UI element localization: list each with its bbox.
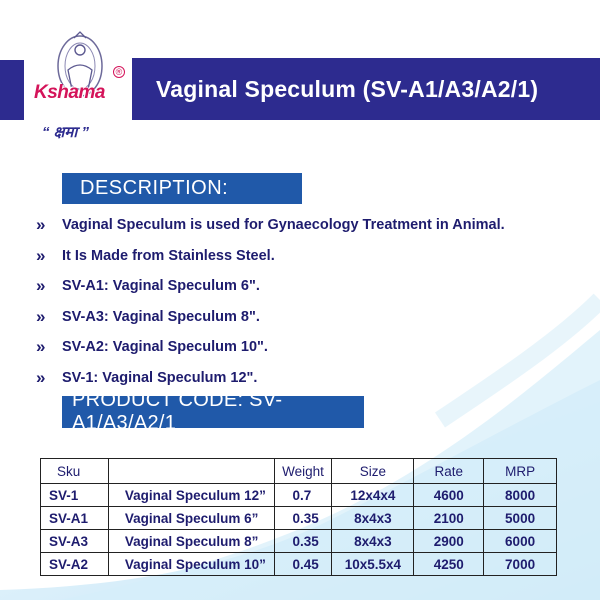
- cell-sku: SV-A3: [41, 530, 109, 553]
- cell-sku: SV-A1: [41, 507, 109, 530]
- column-header-rate: Rate: [414, 459, 484, 484]
- description-list: [36, 210, 505, 393]
- column-header-weight: Weight: [274, 459, 332, 484]
- cell-name: Vaginal Speculum 12”: [108, 484, 274, 507]
- list-item-text: SV-1: Vaginal Speculum 12".: [62, 369, 258, 386]
- table-row: [41, 553, 557, 576]
- list-item-text: SV-A1: Vaginal Speculum 6".: [62, 278, 260, 295]
- cell-name: Vaginal Speculum 8”: [108, 530, 274, 553]
- cell-mrp: 6000: [484, 530, 557, 553]
- cell-size: 8x4x3: [332, 507, 414, 530]
- list-item: [36, 332, 505, 363]
- cell-name: Vaginal Speculum 10”: [108, 553, 274, 576]
- cell-size: 12x4x4: [332, 484, 414, 507]
- brand-logo: [28, 30, 132, 142]
- double-chevron-right-icon: »: [36, 276, 46, 296]
- list-item: [36, 210, 505, 241]
- list-item: [36, 271, 505, 302]
- table-row: [41, 484, 557, 507]
- cell-name: Vaginal Speculum 6”: [108, 507, 274, 530]
- list-item-text: It Is Made from Stainless Steel.: [62, 247, 275, 264]
- list-item: [36, 302, 505, 333]
- cell-rate: 4250: [414, 553, 484, 576]
- cell-mrp: 8000: [484, 484, 557, 507]
- cell-sku: SV-A2: [41, 553, 109, 576]
- column-header-name: [108, 459, 274, 484]
- registered-mark: ®: [113, 66, 125, 78]
- cell-rate: 2900: [414, 530, 484, 553]
- brand-name: Kshama: [34, 82, 105, 103]
- product-code-label: PRODUCT CODE: SV-A1/A3/A2/1: [72, 389, 283, 434]
- table-row: [41, 507, 557, 530]
- description-heading-label: DESCRIPTION:: [80, 177, 229, 199]
- cell-mrp: 7000: [484, 553, 557, 576]
- double-chevron-right-icon: »: [36, 245, 46, 265]
- double-chevron-right-icon: »: [36, 215, 46, 235]
- double-chevron-right-icon: »: [36, 306, 46, 326]
- brand-tagline: “ क्षमा ”: [42, 124, 89, 141]
- cell-sku: SV-1: [41, 484, 109, 507]
- product-table: [40, 458, 557, 576]
- list-item-text: SV-A3: Vaginal Speculum 8".: [62, 308, 260, 325]
- cell-weight: 0.7: [274, 484, 332, 507]
- list-item-text: SV-A2: Vaginal Speculum 10".: [62, 339, 268, 356]
- cell-weight: 0.45: [274, 553, 332, 576]
- list-item: [36, 241, 505, 272]
- table-row: [41, 530, 557, 553]
- cell-rate: 2100: [414, 507, 484, 530]
- header-banner: [132, 58, 600, 120]
- page-title: Vaginal Speculum (SV-A1/A3/A2/1): [156, 75, 539, 102]
- cell-rate: 4600: [414, 484, 484, 507]
- column-header-sku: Sku: [41, 459, 109, 484]
- description-heading: [62, 173, 302, 204]
- column-header-mrp: MRP: [484, 459, 557, 484]
- product-code-heading: [62, 389, 364, 434]
- table-header-row: [41, 459, 557, 484]
- cell-mrp: 5000: [484, 507, 557, 530]
- cell-size: 8x4x3: [332, 530, 414, 553]
- double-chevron-right-icon: »: [36, 337, 46, 357]
- cell-weight: 0.35: [274, 530, 332, 553]
- cell-weight: 0.35: [274, 507, 332, 530]
- column-header-size: Size: [332, 459, 414, 484]
- double-chevron-right-icon: »: [36, 367, 46, 387]
- list-item-text: Vaginal Speculum is used for Gynaecology Treatment in Animal.: [62, 217, 505, 234]
- header-left-strip: [0, 60, 24, 120]
- cell-size: 10x5.5x4: [332, 553, 414, 576]
